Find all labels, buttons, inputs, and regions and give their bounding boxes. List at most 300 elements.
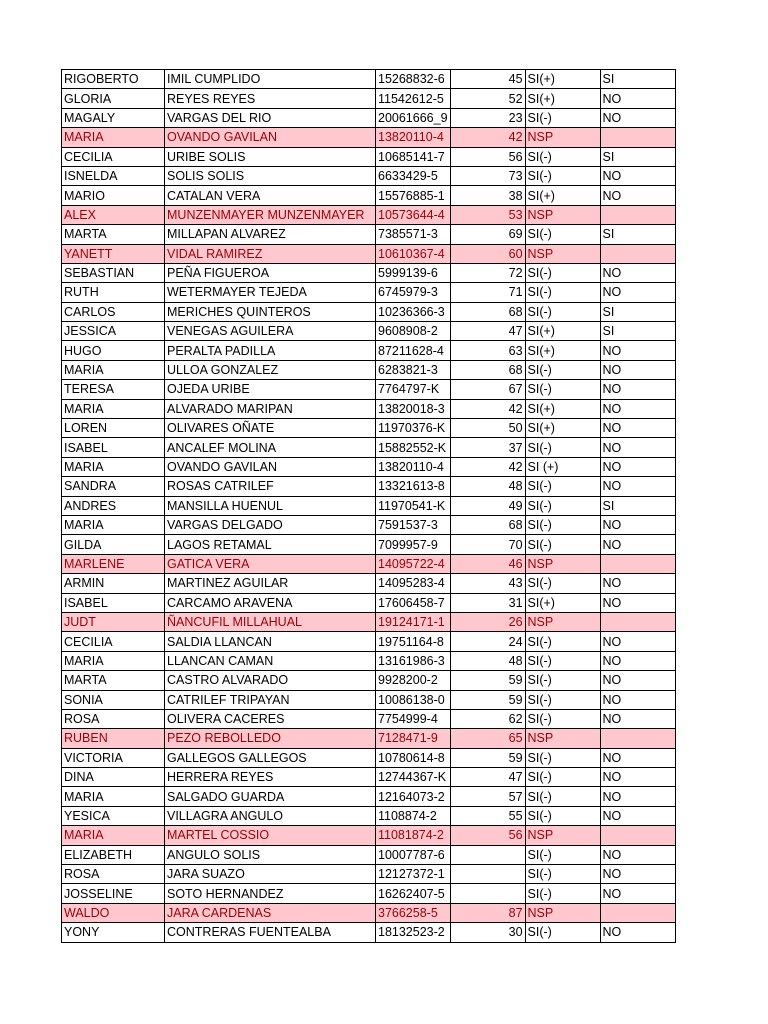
cell-status[interactable]: SI(-)	[525, 166, 600, 185]
cell-surname[interactable]: ÑANCUFIL MILLAHUAL	[165, 612, 376, 631]
cell-age[interactable]: 49	[450, 496, 525, 515]
cell-age[interactable]: 24	[450, 632, 525, 651]
cell-first-name[interactable]: VICTORIA	[62, 748, 165, 767]
cell-age[interactable]: 73	[450, 166, 525, 185]
cell-first-name[interactable]: ROSA	[62, 709, 165, 728]
cell-answer[interactable]: NO	[600, 768, 675, 787]
cell-age[interactable]: 30	[450, 923, 525, 942]
cell-answer[interactable]	[600, 244, 675, 263]
table-row	[62, 923, 676, 942]
cell-answer[interactable]: NO	[600, 166, 675, 185]
table-row	[62, 89, 676, 108]
cell-status[interactable]: NSP	[525, 826, 600, 845]
cell-age[interactable]: 56	[450, 147, 525, 166]
cell-status[interactable]: SI(-)	[525, 787, 600, 806]
cell-first-name[interactable]: CECILIA	[62, 632, 165, 651]
cell-status[interactable]: SI(-)	[525, 748, 600, 767]
cell-id-number[interactable]: 10007787-6	[376, 845, 451, 864]
cell-surname[interactable]: ANCALEF MOLINA	[165, 438, 376, 457]
cell-status[interactable]: SI(-)	[525, 845, 600, 864]
cell-surname[interactable]: VENEGAS AGUILERA	[165, 322, 376, 341]
cell-id-number[interactable]: 10610367-4	[376, 244, 451, 263]
cell-age[interactable]: 42	[450, 128, 525, 147]
cell-surname[interactable]: ANGULO SOLIS	[165, 845, 376, 864]
cell-first-name[interactable]: ISNELDA	[62, 166, 165, 185]
cell-answer[interactable]	[600, 903, 675, 922]
cell-status[interactable]: SI(-)	[525, 884, 600, 903]
cell-id-number[interactable]: 10780614-8	[376, 748, 451, 767]
cell-status[interactable]: SI(-)	[525, 360, 600, 379]
cell-age[interactable]: 52	[450, 89, 525, 108]
cell-answer[interactable]: NO	[600, 709, 675, 728]
cell-status[interactable]: SI(-)	[525, 690, 600, 709]
cell-status[interactable]: SI (+)	[525, 457, 600, 476]
cell-status[interactable]: SI(-)	[525, 671, 600, 690]
cell-answer[interactable]: NO	[600, 341, 675, 360]
cell-id-number[interactable]: 17606458-7	[376, 593, 451, 612]
cell-id-number[interactable]: 13820110-4	[376, 457, 451, 476]
cell-age[interactable]	[450, 845, 525, 864]
table-row	[62, 438, 676, 457]
cell-status[interactable]: SI(-)	[525, 477, 600, 496]
data-table	[61, 69, 676, 943]
cell-id-number[interactable]: 12744367-K	[376, 768, 451, 787]
cell-first-name[interactable]: MARLENE	[62, 554, 165, 573]
cell-id-number[interactable]: 18132523-2	[376, 923, 451, 942]
table-row	[62, 341, 676, 360]
table-row	[62, 826, 676, 845]
cell-age[interactable]: 55	[450, 806, 525, 825]
cell-id-number[interactable]: 20061666_9	[376, 108, 451, 127]
cell-id-number[interactable]: 11542612-5	[376, 89, 451, 108]
cell-first-name[interactable]: LOREN	[62, 419, 165, 438]
cell-status[interactable]: SI(-)	[525, 535, 600, 554]
cell-answer[interactable]: NO	[600, 399, 675, 418]
cell-first-name[interactable]: SONIA	[62, 690, 165, 709]
cell-answer[interactable]: SI	[600, 225, 675, 244]
cell-answer[interactable]: NO	[600, 438, 675, 457]
cell-id-number[interactable]: 16262407-5	[376, 884, 451, 903]
cell-status[interactable]: SI(+)	[525, 70, 600, 89]
cell-first-name[interactable]: RIGOBERTO	[62, 70, 165, 89]
cell-id-number[interactable]: 14095722-4	[376, 554, 451, 573]
cell-answer[interactable]	[600, 729, 675, 748]
table-body	[62, 70, 676, 943]
cell-answer[interactable]: NO	[600, 419, 675, 438]
cell-status[interactable]: SI(-)	[525, 574, 600, 593]
cell-surname[interactable]: CATRILEF TRIPAYAN	[165, 690, 376, 709]
cell-id-number[interactable]: 9928200-2	[376, 671, 451, 690]
cell-id-number[interactable]: 12127372-1	[376, 865, 451, 884]
cell-surname[interactable]: VARGAS DELGADO	[165, 515, 376, 534]
cell-age[interactable]: 59	[450, 748, 525, 767]
cell-surname[interactable]: PEÑA FIGUEROA	[165, 263, 376, 282]
table-row	[62, 515, 676, 534]
cell-age[interactable]: 59	[450, 671, 525, 690]
cell-id-number[interactable]: 9608908-2	[376, 322, 451, 341]
cell-status[interactable]: NSP	[525, 729, 600, 748]
cell-first-name[interactable]: MAGALY	[62, 108, 165, 127]
table-row	[62, 748, 676, 767]
cell-answer[interactable]: NO	[600, 845, 675, 864]
cell-first-name[interactable]: MARIA	[62, 515, 165, 534]
table-row	[62, 612, 676, 631]
cell-status[interactable]: SI(-)	[525, 496, 600, 515]
cell-status[interactable]: SI(-)	[525, 302, 600, 321]
cell-answer[interactable]: NO	[600, 477, 675, 496]
cell-id-number[interactable]: 15268832-6	[376, 70, 451, 89]
table-row	[62, 690, 676, 709]
cell-age[interactable]: 57	[450, 787, 525, 806]
cell-status[interactable]: SI(+)	[525, 341, 600, 360]
cell-first-name[interactable]: MARIA	[62, 826, 165, 845]
table-row	[62, 225, 676, 244]
cell-surname[interactable]: MUNZENMAYER MUNZENMAYER	[165, 205, 376, 224]
cell-first-name[interactable]: ANDRES	[62, 496, 165, 515]
cell-surname[interactable]: HERRERA REYES	[165, 768, 376, 787]
cell-status[interactable]: SI(-)	[525, 108, 600, 127]
cell-answer[interactable]: NO	[600, 263, 675, 282]
cell-answer[interactable]: NO	[600, 787, 675, 806]
cell-id-number[interactable]: 13820110-4	[376, 128, 451, 147]
table-row	[62, 632, 676, 651]
cell-surname[interactable]: OJEDA URIBE	[165, 380, 376, 399]
cell-id-number[interactable]: 6745979-3	[376, 283, 451, 302]
cell-surname[interactable]: URIBE SOLIS	[165, 147, 376, 166]
cell-first-name[interactable]: YONY	[62, 923, 165, 942]
cell-id-number[interactable]: 7385571-3	[376, 225, 451, 244]
table-row	[62, 128, 676, 147]
cell-first-name[interactable]: YESICA	[62, 806, 165, 825]
cell-id-number[interactable]: 15576885-1	[376, 186, 451, 205]
table-row	[62, 671, 676, 690]
cell-answer[interactable]	[600, 205, 675, 224]
cell-age[interactable]: 48	[450, 651, 525, 670]
cell-id-number[interactable]: 10573644-4	[376, 205, 451, 224]
cell-first-name[interactable]: RUBEN	[62, 729, 165, 748]
cell-age[interactable]: 63	[450, 341, 525, 360]
cell-status[interactable]: SI(-)	[525, 632, 600, 651]
cell-id-number[interactable]: 19751164-8	[376, 632, 451, 651]
cell-answer[interactable]: NO	[600, 515, 675, 534]
cell-first-name[interactable]: MARIA	[62, 651, 165, 670]
cell-id-number[interactable]: 1108874-2	[376, 806, 451, 825]
cell-surname[interactable]: GATICA VERA	[165, 554, 376, 573]
table-row	[62, 768, 676, 787]
cell-first-name[interactable]: MARIO	[62, 186, 165, 205]
table-row	[62, 903, 676, 922]
cell-age[interactable]: 23	[450, 108, 525, 127]
cell-surname[interactable]: PERALTA PADILLA	[165, 341, 376, 360]
cell-status[interactable]: SI(-)	[525, 515, 600, 534]
cell-answer[interactable]: NO	[600, 457, 675, 476]
cell-age[interactable]: 71	[450, 283, 525, 302]
cell-first-name[interactable]: MARTA	[62, 225, 165, 244]
cell-status[interactable]: SI(+)	[525, 322, 600, 341]
cell-id-number[interactable]: 13161986-3	[376, 651, 451, 670]
cell-id-number[interactable]: 11081874-2	[376, 826, 451, 845]
cell-id-number[interactable]: 13321613-8	[376, 477, 451, 496]
cell-age[interactable]: 68	[450, 515, 525, 534]
cell-id-number[interactable]: 7754999-4	[376, 709, 451, 728]
cell-first-name[interactable]: ELIZABETH	[62, 845, 165, 864]
cell-answer[interactable]: NO	[600, 574, 675, 593]
cell-id-number[interactable]: 3766258-5	[376, 903, 451, 922]
cell-status[interactable]: NSP	[525, 244, 600, 263]
cell-status[interactable]: NSP	[525, 205, 600, 224]
cell-answer[interactable]: SI	[600, 70, 675, 89]
cell-surname[interactable]: WETERMAYER TEJEDA	[165, 283, 376, 302]
cell-first-name[interactable]: RUTH	[62, 283, 165, 302]
cell-id-number[interactable]: 15882552-K	[376, 438, 451, 457]
cell-status[interactable]: SI(+)	[525, 186, 600, 205]
cell-first-name[interactable]: MARIA	[62, 457, 165, 476]
cell-status[interactable]: NSP	[525, 128, 600, 147]
table-row	[62, 535, 676, 554]
cell-age[interactable]: 48	[450, 477, 525, 496]
cell-answer[interactable]	[600, 128, 675, 147]
cell-age[interactable]: 72	[450, 263, 525, 282]
cell-answer[interactable]	[600, 554, 675, 573]
cell-answer[interactable]: NO	[600, 632, 675, 651]
cell-surname[interactable]: VARGAS DEL RIO	[165, 108, 376, 127]
cell-first-name[interactable]: JESSICA	[62, 322, 165, 341]
cell-answer[interactable]: NO	[600, 593, 675, 612]
cell-age[interactable]: 87	[450, 903, 525, 922]
cell-status[interactable]: NSP	[525, 554, 600, 573]
cell-first-name[interactable]: GLORIA	[62, 89, 165, 108]
cell-first-name[interactable]: MARIA	[62, 399, 165, 418]
cell-surname[interactable]: OVANDO GAVILAN	[165, 128, 376, 147]
cell-surname[interactable]: MERICHES QUINTEROS	[165, 302, 376, 321]
cell-id-number[interactable]: 7591537-3	[376, 515, 451, 534]
cell-age[interactable]: 46	[450, 554, 525, 573]
cell-first-name[interactable]: ARMIN	[62, 574, 165, 593]
cell-age[interactable]: 69	[450, 225, 525, 244]
cell-id-number[interactable]: 11970541-K	[376, 496, 451, 515]
cell-answer[interactable]: NO	[600, 108, 675, 127]
cell-status[interactable]: SI(+)	[525, 89, 600, 108]
cell-first-name[interactable]: JUDT	[62, 612, 165, 631]
cell-surname[interactable]: JARA SUAZO	[165, 865, 376, 884]
cell-age[interactable]: 62	[450, 709, 525, 728]
table-row	[62, 399, 676, 418]
cell-status[interactable]: SI(-)	[525, 709, 600, 728]
cell-first-name[interactable]: MARTA	[62, 671, 165, 690]
cell-id-number[interactable]: 5999139-6	[376, 263, 451, 282]
cell-surname[interactable]: ALVARADO MARIPAN	[165, 399, 376, 418]
cell-first-name[interactable]: TERESA	[62, 380, 165, 399]
cell-age[interactable]: 26	[450, 612, 525, 631]
cell-id-number[interactable]: 14095283-4	[376, 574, 451, 593]
table-row	[62, 457, 676, 476]
cell-answer[interactable]: SI	[600, 302, 675, 321]
cell-answer[interactable]: NO	[600, 748, 675, 767]
cell-surname[interactable]: VIDAL RAMIREZ	[165, 244, 376, 263]
cell-surname[interactable]: ULLOA GONZALEZ	[165, 360, 376, 379]
cell-status[interactable]: SI(-)	[525, 147, 600, 166]
cell-surname[interactable]: LLANCAN CAMAN	[165, 651, 376, 670]
table-row	[62, 419, 676, 438]
cell-surname[interactable]: GALLEGOS GALLEGOS	[165, 748, 376, 767]
cell-answer[interactable]: NO	[600, 186, 675, 205]
cell-surname[interactable]: MARTINEZ AGUILAR	[165, 574, 376, 593]
cell-first-name[interactable]: ISABEL	[62, 438, 165, 457]
table-row	[62, 845, 676, 864]
cell-first-name[interactable]: ROSA	[62, 865, 165, 884]
cell-answer[interactable]: NO	[600, 671, 675, 690]
cell-age[interactable]: 70	[450, 535, 525, 554]
cell-answer[interactable]: SI	[600, 496, 675, 515]
cell-surname[interactable]: SALGADO GUARDA	[165, 787, 376, 806]
table-row	[62, 147, 676, 166]
cell-surname[interactable]: CONTRERAS FUENTEALBA	[165, 923, 376, 942]
cell-age[interactable]: 68	[450, 302, 525, 321]
cell-answer[interactable]: NO	[600, 283, 675, 302]
cell-answer[interactable]	[600, 826, 675, 845]
cell-id-number[interactable]: 87211628-4	[376, 341, 451, 360]
cell-status[interactable]: SI(-)	[525, 380, 600, 399]
cell-id-number[interactable]: 11970376-K	[376, 419, 451, 438]
table-row	[62, 651, 676, 670]
cell-id-number[interactable]: 19124171-1	[376, 612, 451, 631]
cell-surname[interactable]: CASTRO ALVARADO	[165, 671, 376, 690]
cell-age[interactable]: 68	[450, 360, 525, 379]
cell-age[interactable]: 65	[450, 729, 525, 748]
cell-first-name[interactable]: ALEX	[62, 205, 165, 224]
cell-id-number[interactable]: 7128471-9	[376, 729, 451, 748]
cell-id-number[interactable]: 6283821-3	[376, 360, 451, 379]
cell-surname[interactable]: LAGOS RETAMAL	[165, 535, 376, 554]
cell-first-name[interactable]: GILDA	[62, 535, 165, 554]
cell-first-name[interactable]: ISABEL	[62, 593, 165, 612]
cell-age[interactable]: 38	[450, 186, 525, 205]
cell-age[interactable]: 37	[450, 438, 525, 457]
cell-surname[interactable]: REYES REYES	[165, 89, 376, 108]
cell-answer[interactable]: NO	[600, 690, 675, 709]
table-row	[62, 865, 676, 884]
cell-age[interactable]: 47	[450, 322, 525, 341]
cell-answer[interactable]: NO	[600, 923, 675, 942]
cell-surname[interactable]: MILLAPAN ALVAREZ	[165, 225, 376, 244]
cell-surname[interactable]: IMIL CUMPLIDO	[165, 70, 376, 89]
cell-first-name[interactable]: DINA	[62, 768, 165, 787]
cell-answer[interactable]: NO	[600, 380, 675, 399]
cell-first-name[interactable]: CECILIA	[62, 147, 165, 166]
table-row	[62, 166, 676, 185]
cell-status[interactable]: SI(-)	[525, 651, 600, 670]
cell-id-number[interactable]: 7764797-K	[376, 380, 451, 399]
cell-age[interactable]: 47	[450, 768, 525, 787]
cell-status[interactable]: SI(-)	[525, 225, 600, 244]
cell-answer[interactable]: NO	[600, 806, 675, 825]
table-row	[62, 477, 676, 496]
cell-answer[interactable]: SI	[600, 147, 675, 166]
cell-answer[interactable]: NO	[600, 865, 675, 884]
cell-status[interactable]: SI(-)	[525, 263, 600, 282]
cell-answer[interactable]: NO	[600, 360, 675, 379]
table-row	[62, 263, 676, 282]
cell-age[interactable]: 45	[450, 70, 525, 89]
cell-age[interactable]: 59	[450, 690, 525, 709]
cell-status[interactable]: SI(+)	[525, 593, 600, 612]
cell-age[interactable]: 56	[450, 826, 525, 845]
cell-status[interactable]: SI(-)	[525, 806, 600, 825]
cell-surname[interactable]: CARCAMO ARAVENA	[165, 593, 376, 612]
cell-answer[interactable]: NO	[600, 651, 675, 670]
cell-id-number[interactable]: 10086138-0	[376, 690, 451, 709]
cell-first-name[interactable]: SEBASTIAN	[62, 263, 165, 282]
cell-answer[interactable]: SI	[600, 322, 675, 341]
cell-id-number[interactable]: 13820018-3	[376, 399, 451, 418]
cell-first-name[interactable]: JOSSELINE	[62, 884, 165, 903]
cell-age[interactable]: 53	[450, 205, 525, 224]
cell-age[interactable]: 50	[450, 419, 525, 438]
cell-id-number[interactable]: 10236366-3	[376, 302, 451, 321]
cell-age[interactable]: 43	[450, 574, 525, 593]
cell-surname[interactable]: PEZO REBOLLEDO	[165, 729, 376, 748]
cell-status[interactable]: NSP	[525, 612, 600, 631]
cell-age[interactable]: 60	[450, 244, 525, 263]
cell-surname[interactable]: SOTO HERNANDEZ	[165, 884, 376, 903]
cell-first-name[interactable]: MARIA	[62, 787, 165, 806]
cell-id-number[interactable]: 7099957-9	[376, 535, 451, 554]
cell-id-number[interactable]: 10685141-7	[376, 147, 451, 166]
cell-surname[interactable]: OLIVERA CACERES	[165, 709, 376, 728]
cell-surname[interactable]: MARTEL COSSIO	[165, 826, 376, 845]
cell-surname[interactable]: JARA CARDENAS	[165, 903, 376, 922]
cell-answer[interactable]	[600, 612, 675, 631]
cell-answer[interactable]: NO	[600, 884, 675, 903]
cell-first-name[interactable]: WALDO	[62, 903, 165, 922]
cell-status[interactable]: SI(+)	[525, 419, 600, 438]
cell-status[interactable]: SI(-)	[525, 865, 600, 884]
cell-surname[interactable]: MANSILLA HUENUL	[165, 496, 376, 515]
cell-status[interactable]: SI(-)	[525, 768, 600, 787]
table-row	[62, 709, 676, 728]
cell-status[interactable]: SI(-)	[525, 283, 600, 302]
cell-age[interactable]: 42	[450, 399, 525, 418]
cell-first-name[interactable]: MARIA	[62, 128, 165, 147]
cell-surname[interactable]: VILLAGRA ANGULO	[165, 806, 376, 825]
cell-surname[interactable]: OVANDO GAVILAN	[165, 457, 376, 476]
cell-answer[interactable]: NO	[600, 89, 675, 108]
cell-id-number[interactable]: 6633429-5	[376, 166, 451, 185]
cell-surname[interactable]: ROSAS CATRILEF	[165, 477, 376, 496]
cell-age[interactable]: 31	[450, 593, 525, 612]
cell-answer[interactable]: NO	[600, 535, 675, 554]
cell-status[interactable]: SI(+)	[525, 399, 600, 418]
cell-id-number[interactable]: 12164073-2	[376, 787, 451, 806]
cell-status[interactable]: SI(-)	[525, 923, 600, 942]
cell-first-name[interactable]: YANETT	[62, 244, 165, 263]
cell-status[interactable]: NSP	[525, 903, 600, 922]
cell-surname[interactable]: SALDIA LLANCAN	[165, 632, 376, 651]
cell-status[interactable]: SI(-)	[525, 438, 600, 457]
cell-surname[interactable]: CATALAN VERA	[165, 186, 376, 205]
cell-age[interactable]	[450, 884, 525, 903]
cell-age[interactable]: 42	[450, 457, 525, 476]
cell-first-name[interactable]: CARLOS	[62, 302, 165, 321]
cell-surname[interactable]: OLIVARES OÑATE	[165, 419, 376, 438]
table-row	[62, 70, 676, 89]
cell-age[interactable]	[450, 865, 525, 884]
cell-age[interactable]: 67	[450, 380, 525, 399]
cell-first-name[interactable]: MARIA	[62, 360, 165, 379]
cell-surname[interactable]: SOLIS SOLIS	[165, 166, 376, 185]
cell-first-name[interactable]: SANDRA	[62, 477, 165, 496]
cell-first-name[interactable]: HUGO	[62, 341, 165, 360]
